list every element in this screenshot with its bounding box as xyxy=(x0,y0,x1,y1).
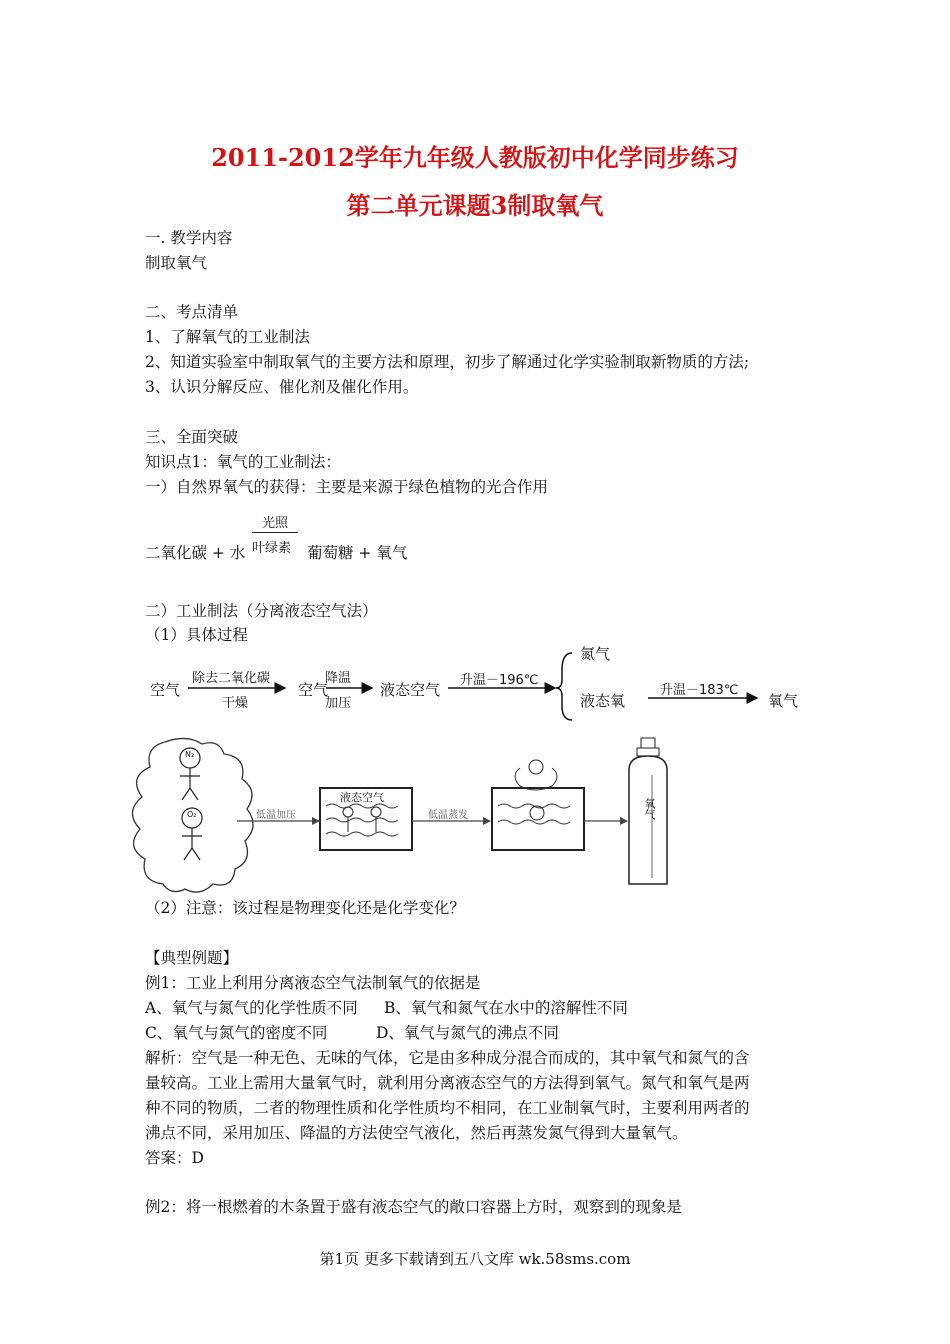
flow-step2-bottom: 加压 xyxy=(325,696,352,711)
page-footer: 第1页 更多下载请到五八文库 wk.58sms.com xyxy=(319,1250,631,1268)
flow-liquid-oxygen: 液态氧 xyxy=(580,692,626,710)
equation-condition-bottom: 叶绿素 xyxy=(252,541,292,556)
section3-heading: 三、全面突破 xyxy=(145,428,239,446)
knowledge-point-1: 知识点1：氧气的工业制法： xyxy=(145,453,341,471)
section1-heading: 一. 教学内容 xyxy=(145,229,233,247)
process-note: （2）注意：该过程是物理变化还是化学变化？ xyxy=(145,899,465,917)
option-c: C、氧气与氮气的密度不同 xyxy=(145,1024,328,1042)
section1-body: 制取氧气 xyxy=(145,254,208,272)
analysis-line: 解析：空气是一种无色、无味的气体，它是由多种成分混合而成的，其中氧气和氮气的含 xyxy=(145,1049,750,1067)
equation-right: 葡萄糖 + 氧气 xyxy=(307,544,408,562)
doc-title: 2011-2012学年九年级人教版初中化学同步练习 xyxy=(211,143,739,172)
example2-question: 例2：将一根燃着的木条置于盛有液态空气的敞口容器上方时，观察到的现象是 xyxy=(145,1198,682,1216)
doc-subtitle: 第二单元课题3制取氧气 xyxy=(346,191,604,220)
flow-step2-top: 降温 xyxy=(325,671,352,686)
analysis-line: 种不同的物质，二者的物理性质和化学性质均不相同，在工业制氧气时，主要利用两者的 xyxy=(145,1099,750,1117)
o2-label: O₂ xyxy=(187,810,197,819)
section2-item: 2、知道实验室中制取氧气的主要方法和原理，初步了解通过化学实验制取新物质的方法; xyxy=(145,353,750,371)
cylinder-label: 氧气 xyxy=(643,798,656,820)
tank1-label: 液态空气 xyxy=(340,791,384,804)
equation-condition-top: 光照 xyxy=(262,516,289,531)
answer: 答案：D xyxy=(145,1149,204,1167)
flow-step1-top: 除去二氧化碳 xyxy=(192,671,271,686)
analysis-line: 沸点不同，采用加压、降温的方法使空气液化，然后再蒸发氮气得到大量氧气。 xyxy=(145,1124,688,1142)
flow-nitrogen: 氮气 xyxy=(580,645,611,663)
flow-air: 空气 xyxy=(150,681,181,699)
flow-step1-bottom: 干燥 xyxy=(222,696,249,711)
process-label: （1）具体过程 xyxy=(145,626,248,644)
arrow2-label: 低温蒸发 xyxy=(428,810,468,821)
industrial-method: 二）工业制法（分离液态空气法） xyxy=(145,602,378,620)
section2-heading: 二、考点清单 xyxy=(145,303,239,321)
option-a: A、氧气与氮气的化学性质不同 xyxy=(145,999,358,1017)
flow-oxygen: 氧气 xyxy=(768,692,799,710)
option-b: B、氧气和氮气在水中的溶解性不同 xyxy=(384,999,628,1017)
examples-heading: 【典型例题】 xyxy=(145,949,239,967)
flow-step4: 升温－183℃ xyxy=(660,683,739,698)
flow-step3: 升温－196℃ xyxy=(460,673,539,688)
natural-oxygen: 一）自然界氧气的获得：主要是来源于绿色植物的光合作用 xyxy=(145,478,549,496)
flow-air-2: 空气 xyxy=(298,681,329,699)
example1-question: 例1：工业上利用分离液态空气法制氧气的依据是 xyxy=(145,974,481,992)
section2-item: 1、了解氧气的工业制法 xyxy=(145,328,310,346)
equation-left: 二氧化碳 + 水 xyxy=(145,544,246,562)
n2-label: N₂ xyxy=(185,750,195,759)
flow-liquid-air: 液态空气 xyxy=(380,681,441,699)
arrow1-label: 低温加压 xyxy=(256,810,296,821)
section2-item: 3、认识分解反应、催化剂及催化作用。 xyxy=(145,378,419,396)
analysis-line: 量较高。工业上需用大量氧气时，就利用分离液态空气的方法得到氧气。氮气和氧气是两 xyxy=(145,1074,750,1092)
option-d: D、氧气与氮气的沸点不同 xyxy=(376,1024,559,1042)
